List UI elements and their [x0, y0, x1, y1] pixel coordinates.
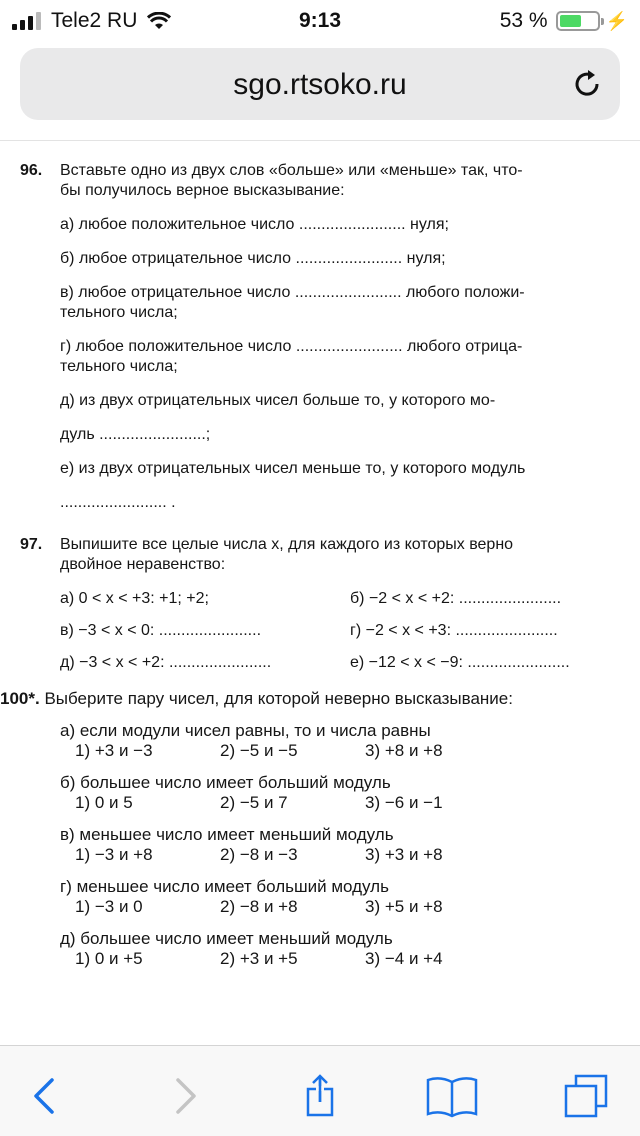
page-content [0, 141, 640, 1046]
text-line: Выпишите все целые числа x, для каждого из которых верно [60, 536, 514, 553]
subitem-options [75, 741, 600, 761]
subitem-options [75, 845, 600, 865]
inequality-item: а) 0 < x < +3: +1; +2; [60, 590, 209, 607]
item-e [60, 459, 620, 513]
option: 3) +3 и +8 [365, 845, 443, 864]
status-time: 9:13 [298, 9, 342, 32]
carrier-label: Tele2 RU [51, 9, 138, 32]
subitem [60, 721, 600, 761]
subitem-options [75, 897, 600, 917]
share-icon[interactable] [295, 1074, 345, 1118]
problem-number: 97. [20, 536, 43, 553]
item-g [60, 337, 620, 377]
option: 1) 0 и 5 [75, 793, 133, 812]
inequality-item: в) −3 < x < 0: ....................... [60, 622, 262, 639]
text-line: ........................ . [60, 494, 176, 511]
option: 3) +8 и +8 [365, 741, 443, 760]
subitem-title: а) если модули чисел равны, то и числа равны [60, 721, 431, 740]
item-v [60, 283, 620, 323]
tabs-icon[interactable] [562, 1074, 612, 1118]
text-line: г) любое положительное число ........................ любого отрица- [60, 338, 523, 355]
option: 2) +3 и +5 [220, 949, 298, 968]
battery-percent: 53 % [499, 9, 548, 32]
text-line: дуль ........................; [60, 426, 211, 443]
problem-100-subitems [0, 721, 600, 969]
item-d [60, 391, 620, 445]
problem-text [60, 535, 620, 575]
text-line: тельного числа; [60, 358, 178, 375]
bookmarks-icon[interactable] [425, 1074, 479, 1118]
subitem [60, 773, 600, 813]
textbook-page [0, 161, 620, 969]
option: 3) −4 и +4 [365, 949, 443, 968]
problem-number: 100*. [0, 689, 40, 708]
option: 1) 0 и +5 [75, 949, 143, 968]
subitem-title: д) большее число имеет меньший модуль [60, 929, 393, 948]
text-line: тельного числа; [60, 304, 178, 321]
browser-toolbar [0, 1045, 640, 1136]
text-line: Вставьте одно из двух слов «больше» или «меньше» так, что- [60, 162, 523, 179]
text-line: бы получилось верное высказывание: [60, 182, 345, 199]
inequality-item: б) −2 < x < +2: ....................... [350, 590, 562, 607]
problem-97 [20, 535, 620, 673]
forward-icon[interactable] [160, 1074, 210, 1118]
subitem [60, 877, 600, 917]
back-icon[interactable] [22, 1074, 72, 1118]
option: 3) −6 и −1 [365, 793, 443, 812]
inequality-item: д) −3 < x < +2: ....................... [60, 654, 272, 671]
text-line: в) любое отрицательное число ........................ любого положи- [60, 284, 525, 301]
item-b: б) любое отрицательное число ........................ нуля; [60, 250, 446, 267]
option: 2) −8 и −3 [220, 845, 298, 864]
problem-100 [0, 689, 600, 709]
status-bar [0, 0, 640, 40]
problem-text [60, 161, 620, 201]
text-line: д) из двух отрицательных чисел больше то, у которого мо- [60, 392, 496, 409]
item-a: а) любое положительное число ........................ нуля; [60, 216, 449, 233]
subitem-title: б) большее число имеет больший модуль [60, 773, 391, 792]
battery-icon [556, 11, 600, 31]
problem-96 [20, 161, 620, 513]
option: 2) −5 и −5 [220, 741, 298, 760]
problem-text: Выберите пару чисел, для которой неверно высказывание: [44, 689, 513, 708]
text-line: двойное неравенство: [60, 556, 226, 573]
subitem-title: г) меньшее число имеет больший модуль [60, 877, 389, 896]
text-line: е) из двух отрицательных чисел меньше то, у которого модуль [60, 460, 526, 477]
inequality-item: г) −2 < x < +3: ....................... [350, 622, 558, 639]
option: 1) −3 и +8 [75, 845, 153, 864]
subitem-options [75, 793, 600, 813]
problem-number: 96. [20, 162, 43, 179]
subitem [60, 825, 600, 865]
option: 2) −5 и 7 [220, 793, 288, 812]
address-bar[interactable] [20, 48, 620, 120]
reload-icon[interactable] [570, 67, 604, 101]
option: 3) +5 и +8 [365, 897, 443, 916]
subitem-options [75, 949, 600, 969]
option: 1) −3 и 0 [75, 897, 143, 916]
inequality-grid [60, 589, 620, 673]
url-text[interactable]: sgo.rtsoko.ru [233, 68, 407, 101]
subitem-title: в) меньшее число имеет меньший модуль [60, 825, 394, 844]
status-right [500, 9, 628, 33]
charging-icon: ⚡ [605, 10, 628, 31]
subitem [60, 929, 600, 969]
option: 1) +3 и −3 [75, 741, 153, 760]
option: 2) −8 и +8 [220, 897, 298, 916]
inequality-item: е) −12 < x < −9: ....................... [350, 654, 570, 671]
